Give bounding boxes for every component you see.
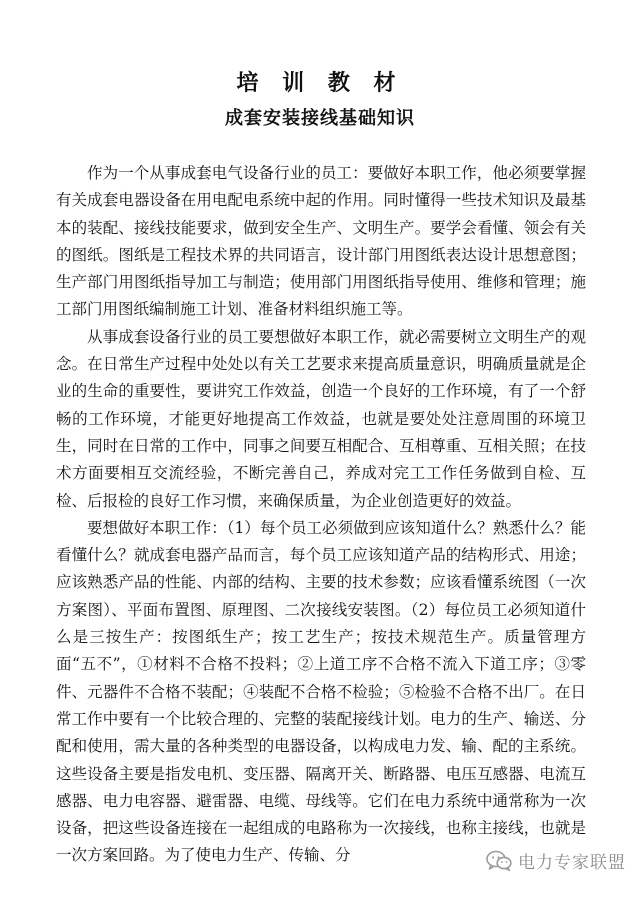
document-subtitle: 成套安装接线基础知识 bbox=[225, 108, 415, 129]
paragraph-2: 从事成套设备行业的员工要想做好本职工作，就必需要树立文明生产的观念。在日常生产过程中处处以有关工艺要求来提高质量意识，明确质量就是企业的生命的重要性，要讲究工作效益，创造一个良好的工作环境，有了一个舒畅的工作环境，才能更好地提高工作效益，也就是要处处注意周围的环境卫生，同时在日常的工作中，同事之间要互相配合、互相尊重、互相关照；在技术方面要相互交流经验，不断完善自己，养成对完工工作任务做到自检、互检、后报检的良好工作习惯，来确保质量，为企业创造更好的效益。 bbox=[56, 327, 586, 510]
watermark-text: 电力专家联盟 bbox=[518, 853, 626, 873]
watermark bbox=[486, 848, 626, 873]
paragraph-3: 要想做好本职工作：（1）每个员工必须做到应该知道什么？熟悉什么？能看懂什么？就成套电器产品而言，每个员工应该知道产品的结构形式、用途；应该熟悉产品的性能、内部的结构、主要的技术参数；应该看懂系统图（一次方案图）、平面布置图、原理图、二次接线安装图。（2）每位员工必须知道什么是三按生产：按图纸生产；按工艺生产；按技术规范生产。质量管理方面“五不”，①材料不合格不投料；②上道工序不合格不流入下道工序；③零件、元器件不合格不装配；④装配不合格不检验；⑤检验不合格不出厂。在日常工作中要有一个比较合理的、完整的装配接线计划。电力的生产、输送、分配和使用，需大量的各种类型的电器设备，以构成电力发、输、配的主系统。这些设备主要是指发电机、变压器、隔离开关、断路器、电压互感器、电流互感器、电力电容器、避雷器、电缆、母线等。它们在电力系统中通常称为一次设备，把这些设备连接在一起组成的电路称为一次接线，也称主接线，也就是一次方案回路。为了使电力生产、传输、分 bbox=[56, 518, 586, 865]
wechat-icon bbox=[486, 850, 512, 872]
paragraph-1: 作为一个从事成套电气设备行业的员工：要做好本职工作，他必须要掌握有关成套电器设备在用电配电系统中起的作用。同时懂得一些技术知识及最基本的装配、接线技能要求，做到安全生产、文明生产。要学会看懂、领会有关的图纸。图纸是工程技术界的共同语言，设计部门用图纸表达设计思想意图；生产部门用图纸指导加工与制造；使用部门用图纸指导使用、维修和管理；施工部门用图纸编制施工计划、准备材料组织施工等。 bbox=[56, 164, 586, 319]
document-body bbox=[56, 160, 586, 870]
document-title: 培 训 教 材 bbox=[236, 70, 404, 96]
